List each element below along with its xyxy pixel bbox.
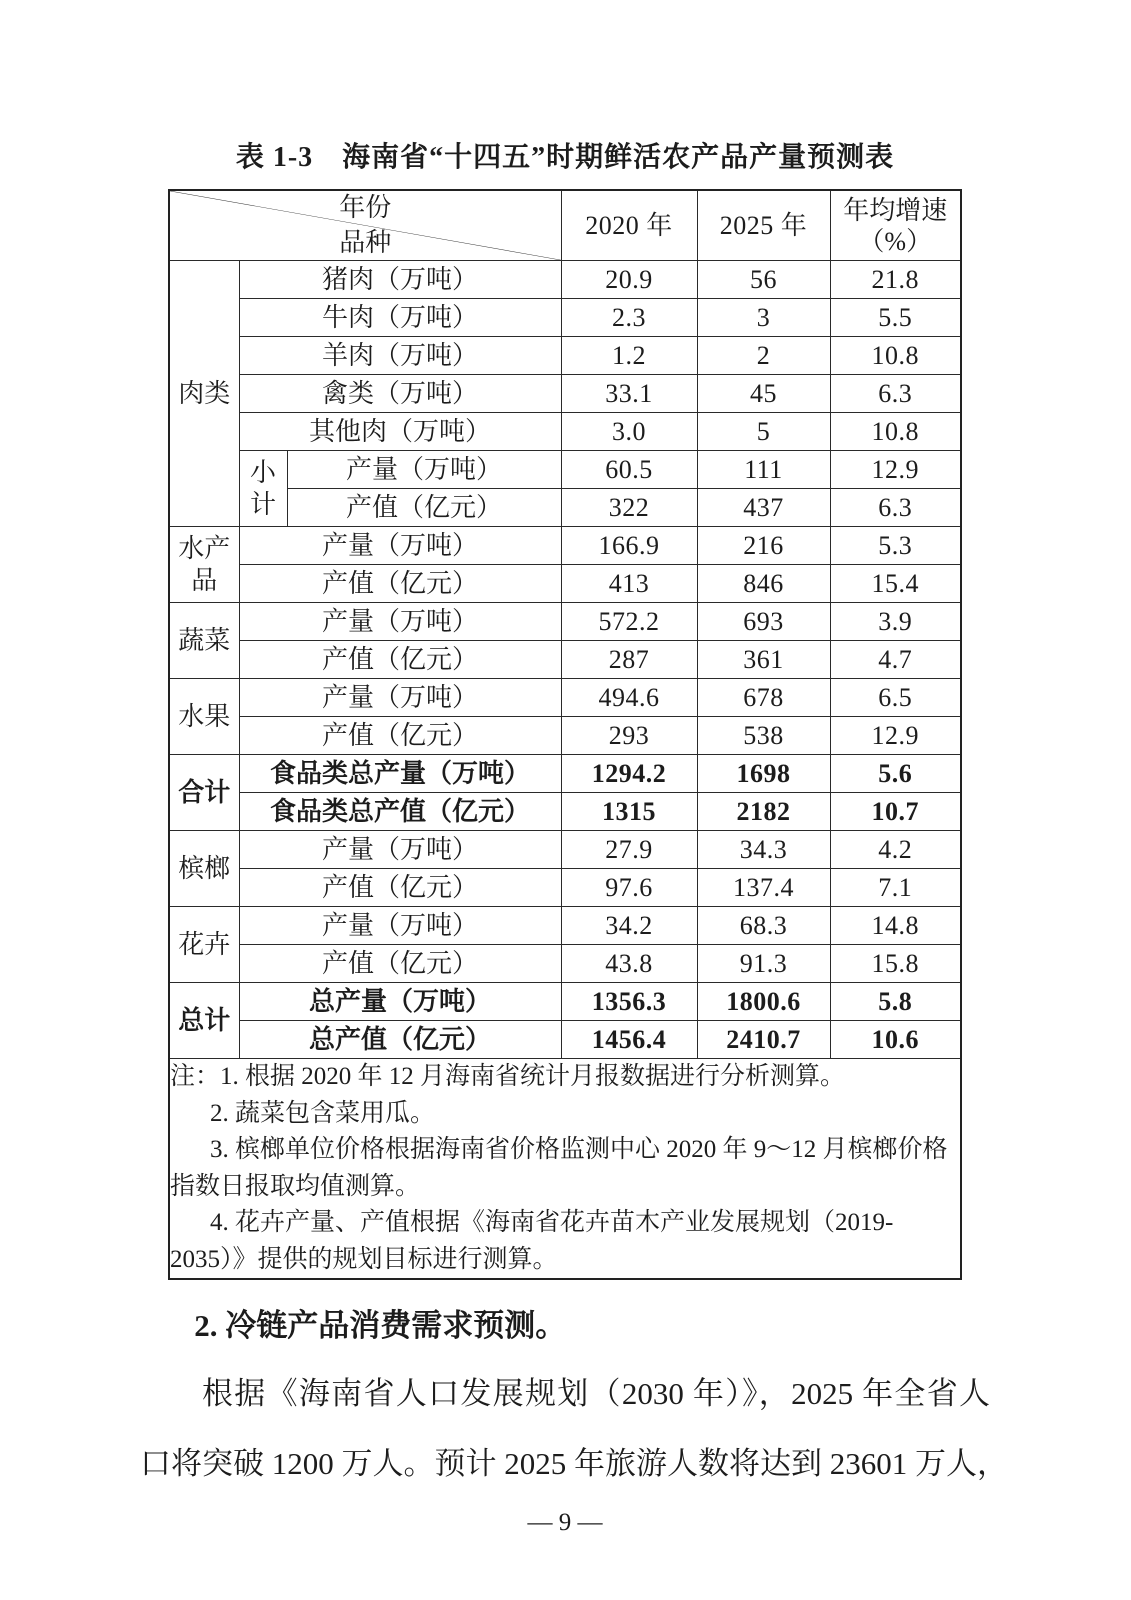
- value-2020: 43.8: [561, 945, 697, 983]
- group-cell-flower: 花卉: [169, 907, 239, 983]
- value-2025: 34.3: [697, 831, 830, 869]
- group-cell-fruit: 水果: [169, 679, 239, 755]
- col-header-growth-line1: 年均增速: [843, 195, 948, 225]
- row-label: 羊肉（万吨）: [239, 337, 561, 375]
- value-growth: 10.8: [830, 413, 961, 451]
- value-growth: 6.3: [830, 489, 961, 527]
- value-2025: 1800.6: [697, 983, 830, 1021]
- group-cell-subtotal: 小计: [239, 451, 287, 527]
- row-label: 牛肉（万吨）: [239, 299, 561, 337]
- value-2020: 97.6: [561, 869, 697, 907]
- row-label: 总产值（亿元）: [239, 1021, 561, 1059]
- group-cell-food-total: 合计: [169, 755, 239, 831]
- value-2020: 413: [561, 565, 697, 603]
- value-2025: 2410.7: [697, 1021, 830, 1059]
- value-growth: 15.8: [830, 945, 961, 983]
- value-2025: 56: [697, 261, 830, 299]
- row-label: 产量（万吨）: [239, 679, 561, 717]
- table-row-pork: [169, 261, 961, 299]
- value-growth: 4.2: [830, 831, 961, 869]
- table-row-food-total-value: [169, 793, 961, 831]
- table-row-meat-subtotal-output: [169, 451, 961, 489]
- value-2020: 287: [561, 641, 697, 679]
- diagonal-label-year: 年份: [339, 193, 392, 222]
- value-2020: 1294.2: [561, 755, 697, 793]
- value-growth: 5.3: [830, 527, 961, 565]
- value-2025: 216: [697, 527, 830, 565]
- value-2020: 1456.4: [561, 1021, 697, 1059]
- forecast-table: [168, 189, 962, 1280]
- value-growth: 14.8: [830, 907, 961, 945]
- row-label: 食品类总产值（亿元）: [239, 793, 561, 831]
- value-growth: 12.9: [830, 717, 961, 755]
- row-label: 产量（万吨）: [239, 527, 561, 565]
- value-2020: 2.3: [561, 299, 697, 337]
- value-growth: 3.9: [830, 603, 961, 641]
- row-label: 禽类（万吨）: [239, 375, 561, 413]
- value-growth: 5.5: [830, 299, 961, 337]
- value-2025: 45: [697, 375, 830, 413]
- value-growth: 10.7: [830, 793, 961, 831]
- row-label: 产值（亿元）: [239, 869, 561, 907]
- table-row-betel-value: [169, 869, 961, 907]
- row-label: 食品类总产量（万吨）: [239, 755, 561, 793]
- value-growth: 6.3: [830, 375, 961, 413]
- value-2025: 68.3: [697, 907, 830, 945]
- group-cell-betel: 槟榔: [169, 831, 239, 907]
- value-growth: 10.8: [830, 337, 961, 375]
- col-header-growth-line2: （%）: [858, 226, 933, 256]
- group-cell-meat: 肉类: [169, 261, 239, 527]
- table-row-aquatic-value: [169, 565, 961, 603]
- value-growth: 10.6: [830, 1021, 961, 1059]
- value-growth: 12.9: [830, 451, 961, 489]
- value-2020: 33.1: [561, 375, 697, 413]
- row-label: 猪肉（万吨）: [239, 261, 561, 299]
- value-2025: 693: [697, 603, 830, 641]
- table-row-vegetable-value: [169, 641, 961, 679]
- col-header-2020: 2020 年: [561, 190, 697, 261]
- value-growth: 15.4: [830, 565, 961, 603]
- row-label: 产值（亿元）: [239, 945, 561, 983]
- value-2020: 27.9: [561, 831, 697, 869]
- diagonal-header-cell: [169, 190, 561, 261]
- group-cell-aquatic: 水产品: [169, 527, 239, 603]
- table-row-flower-output: [169, 907, 961, 945]
- value-2025: 5: [697, 413, 830, 451]
- note-1: 注：1. 根据 2020 年 12 月海南省统计月报数据进行分析测算。: [170, 1063, 846, 1090]
- row-label: 产量（万吨）: [239, 907, 561, 945]
- table-title: 表 1-3 海南省“十四五”时期鲜活农产品产量预测表: [235, 142, 895, 173]
- row-label: 产量（万吨）: [239, 603, 561, 641]
- value-2020: 34.2: [561, 907, 697, 945]
- value-2020: 60.5: [561, 451, 697, 489]
- value-growth: 6.5: [830, 679, 961, 717]
- value-2025: 437: [697, 489, 830, 527]
- row-label: 产量（万吨）: [239, 831, 561, 869]
- value-2025: 2182: [697, 793, 830, 831]
- value-growth: 5.6: [830, 755, 961, 793]
- table-row-grand-total-value: [169, 1021, 961, 1059]
- section-heading: 2. 冷链产品消费需求预测。: [194, 1308, 567, 1343]
- table-row-grand-total-output: [169, 983, 961, 1021]
- table-row-fruit-value: [169, 717, 961, 755]
- row-label: 产量（万吨）: [287, 451, 561, 489]
- table-notes-cell: [169, 1059, 961, 1280]
- table-row-aquatic-output: [169, 527, 961, 565]
- table-row-vegetable-output: [169, 603, 961, 641]
- table-row-meat-subtotal-value: [169, 489, 961, 527]
- col-header-2025: 2025 年: [697, 190, 830, 261]
- value-growth: 4.7: [830, 641, 961, 679]
- value-2025: 111: [697, 451, 830, 489]
- value-2020: 166.9: [561, 527, 697, 565]
- table-row-poultry: [169, 375, 961, 413]
- value-2025: 361: [697, 641, 830, 679]
- group-cell-grand-total: 总计: [169, 983, 239, 1059]
- table-row-mutton: [169, 337, 961, 375]
- table-notes-row: [169, 1059, 961, 1280]
- value-growth: 5.8: [830, 983, 961, 1021]
- value-2025: 538: [697, 717, 830, 755]
- value-2020: 572.2: [561, 603, 697, 641]
- value-2025: 1698: [697, 755, 830, 793]
- note-3: 3. 槟榔单位价格根据海南省价格监测中心 2020 年 9～12 月槟榔价格指数日报取均值测算。: [170, 1136, 948, 1200]
- body-line-2: 口将突破 1200 万人。预计 2025 年旅游人数将达到 23601 万人，: [140, 1446, 1008, 1481]
- value-2025: 3: [697, 299, 830, 337]
- value-2025: 137.4: [697, 869, 830, 907]
- table-row-betel-output: [169, 831, 961, 869]
- value-2020: 322: [561, 489, 697, 527]
- row-label: 总产量（万吨）: [239, 983, 561, 1021]
- table-header-row: [169, 190, 961, 261]
- row-label: 其他肉（万吨）: [239, 413, 561, 451]
- table-row-fruit-output: [169, 679, 961, 717]
- value-2020: 3.0: [561, 413, 697, 451]
- diagonal-label-variety: 品种: [339, 228, 392, 257]
- value-2020: 1356.3: [561, 983, 697, 1021]
- value-2025: 91.3: [697, 945, 830, 983]
- table-row-other-meat: [169, 413, 961, 451]
- page-number: — 9 —: [527, 1509, 603, 1536]
- value-2025: 846: [697, 565, 830, 603]
- value-2020: 293: [561, 717, 697, 755]
- value-2025: 678: [697, 679, 830, 717]
- group-cell-vegetable: 蔬菜: [169, 603, 239, 679]
- value-growth: 7.1: [830, 869, 961, 907]
- value-2025: 2: [697, 337, 830, 375]
- value-2020: 1315: [561, 793, 697, 831]
- value-2020: 20.9: [561, 261, 697, 299]
- body-line-1: 根据《海南省人口发展规划（2030 年）》，2025 年全省人: [202, 1376, 990, 1411]
- table-row-beef: [169, 299, 961, 337]
- value-growth: 21.8: [830, 261, 961, 299]
- row-label: 产值（亿元）: [287, 489, 561, 527]
- row-label: 产值（亿元）: [239, 641, 561, 679]
- body-paragraph: [140, 1359, 1008, 1499]
- table-row-flower-value: [169, 945, 961, 983]
- col-header-growth: [830, 190, 961, 261]
- value-2020: 494.6: [561, 679, 697, 717]
- table-row-food-total-output: [169, 755, 961, 793]
- row-label: 产值（亿元）: [239, 565, 561, 603]
- value-2020: 1.2: [561, 337, 697, 375]
- note-2: 2. 蔬菜包含菜用瓜。: [210, 1099, 436, 1127]
- note-4: 4. 花卉产量、产值根据《海南省花卉苗木产业发展规划（2019-2035）》提供的规划目标进行测算。: [170, 1209, 894, 1273]
- row-label: 产值（亿元）: [239, 717, 561, 755]
